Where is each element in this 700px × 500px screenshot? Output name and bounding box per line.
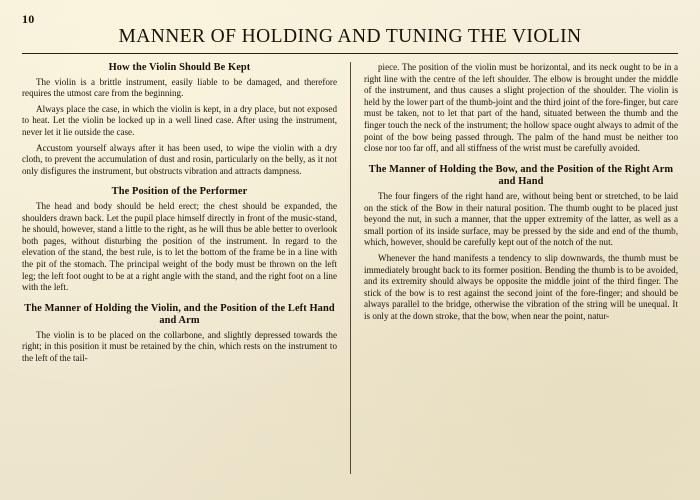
column-divider bbox=[350, 62, 351, 474]
left-column bbox=[22, 62, 350, 474]
paragraph: The violin is to be placed on the collarbone, and slightly depressed towards the right; in this position it must be retained by the chin, which rests on the instrument to the left of the tail- bbox=[22, 329, 337, 364]
paragraph: The head and body should be held erect; the chest should be expanded, the shoulders drawn back. Let the pupil place himself directly in front of the music-stand, he should, however, stand a little to the right, as he will thus be able better to overlook both pages, without disturbing the position of the instrument. In regard to the elevation of the stand, the best rule, is to let the bottom of the frame be in a line with the pit of the stomach. The principal weight of the body must be thrown on the left leg; the left foot ought to be at a right angle with the stand, and the right foot on a line with the left. bbox=[22, 200, 337, 293]
section-heading-position-performer: The Position of the Performer bbox=[111, 186, 248, 198]
right-column bbox=[350, 62, 678, 474]
page-title: MANNER OF HOLDING AND TUNING THE VIOLIN bbox=[118, 26, 582, 47]
title-rule bbox=[22, 53, 678, 54]
two-column-body bbox=[22, 62, 678, 474]
section-heading-holding-bow: The Manner of Holding the Bow, and the Position of the Right Arm and Hand bbox=[368, 163, 674, 188]
paragraph: The four fingers of the right hand are, without being bent or stretched, to be laid on the stick of the Bow in their natural position. The thumb ought to be placed just beyond the nut, in such a manner, that the upper extremity of the latter, as well as a small portion of its inside surface, may be pressed by the side and end of the thumb, which, however, should be carefully kept out of the notch of the nut. bbox=[364, 190, 678, 248]
paragraph-continued: piece. The position of the violin must be horizontal, and its neck ought to be in a right line with the centre of the left shoulder. The elbow is brought under the middle of the instrument, and thus causes a slight projection of the shoulder. The violin is held by the lower part of the thumb-joint and the third joint of the fore-finger, but care must be taken, not to let that part of the hand, situated between the thumb and the finger touch the neck of the instrument; the hollow space ought always to admit of the point of the bow being passed through. The palm of the hand must be neither too close nor too far off, and all stiffness of the wrist must be carefully avoided. bbox=[364, 62, 678, 154]
paragraph: The violin is a brittle instrument, easily liable to be damaged, and therefore requires the utmost care from the beginning. bbox=[22, 76, 337, 99]
page-number: 10 bbox=[22, 12, 35, 26]
paragraph: Accustom yourself always after it has been used, to wipe the violin with a dry cloth, to prevent the accumulation of dust and rosin, particularly on the belly, as it not only disfigures the instrument, but obstructs vibration and attracts dampness. bbox=[22, 142, 337, 176]
paragraph: Always place the case, in which the violin is kept, in a dry place, but not exposed to heat. Let the violin be locked up in a well lined case. After using the instrument, never let it lie outside the case. bbox=[22, 103, 337, 137]
section-heading-holding-violin: The Manner of Holding the Violin, and the Position of the Left Hand and Arm bbox=[24, 302, 335, 327]
section-heading-how-kept: How the Violin Should Be Kept bbox=[108, 62, 251, 73]
paragraph: Whenever the hand manifests a tendency to slip downwards, the thumb must be immediately brought back to its former position. Bending the thumb is to be avoided, and its extremity should always be opposite the middle joint of the third finger. The stick of the bow is to rest against the second joint of the fore-finger; and should be always parallel to the bridge, otherwise the vibration of the string will be unequal. It is only at the down stroke, that the bow, when near the point, natur- bbox=[364, 252, 678, 321]
